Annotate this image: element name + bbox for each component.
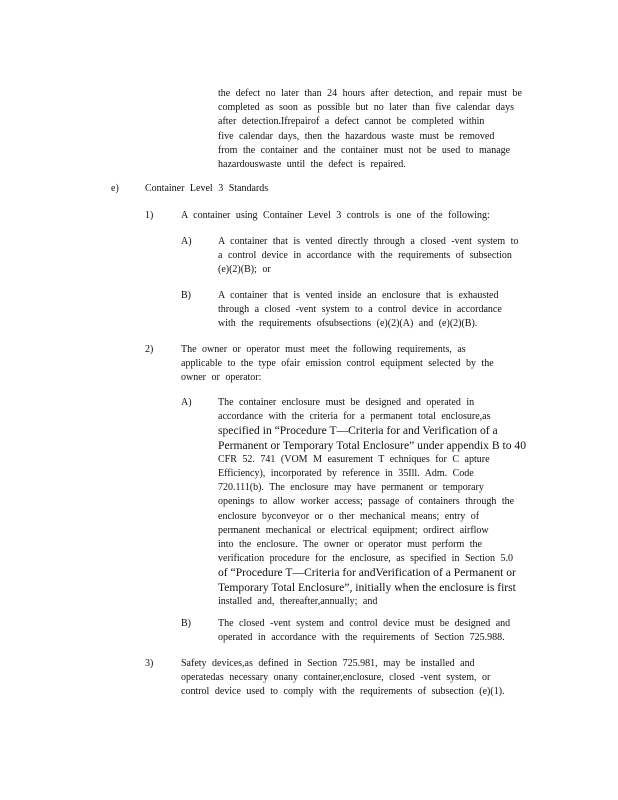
continuation-paragraph bbox=[218, 87, 543, 172]
item-2b-label: B) bbox=[181, 618, 191, 629]
item-2a-paragraph bbox=[218, 396, 548, 609]
section-e-title: Container Level 3 Standards bbox=[145, 183, 269, 194]
text-line: operated in accordance with the requirements of Section 725.988. bbox=[218, 632, 505, 644]
item-2-paragraph bbox=[181, 343, 546, 386]
item-1a-label: A) bbox=[181, 236, 192, 247]
text-line: accordance with the criteria for a permanent total enclosure,as bbox=[218, 411, 491, 423]
text-line: verification procedure for the enclosure, as specified in Section 5.0 bbox=[218, 553, 513, 565]
text-line: through a closed -vent system to a control device in accordance bbox=[218, 304, 502, 316]
text-line: permanent mechanical or electrical equipment; ordirect airflow bbox=[218, 524, 489, 536]
text-line: The container enclosure must be designed and operated in bbox=[218, 397, 475, 408]
text-line: hazardouswaste until the defect is repaired. bbox=[218, 159, 406, 171]
text-line: with the requirements ofsubsections (e)(2)(A) and (e)(2)(B). bbox=[218, 318, 478, 330]
item-2a-label: A) bbox=[181, 397, 192, 408]
item-1-label: 1) bbox=[145, 210, 154, 221]
text-line: operatedas necessary onany container,enclosure, closed -vent system, or bbox=[181, 672, 491, 684]
text-line: installed and, thereafter,annually; and bbox=[218, 595, 378, 607]
text-line: a control device in accordance with the requirements of subsection bbox=[218, 250, 512, 262]
item-3-label: 3) bbox=[145, 658, 154, 669]
item-2-label: 2) bbox=[145, 344, 154, 355]
text-line: from the container and the container must not be used to manage bbox=[218, 144, 511, 156]
text-line: A container that is vented inside an enclosure that is exhausted bbox=[218, 290, 499, 301]
text-line: Permanent or Temporary Total Enclosure” under appendix B to 40 bbox=[218, 438, 526, 452]
text-line: completed as soon as possible but no later than five calendar days bbox=[218, 102, 514, 114]
text-line: of “Procedure T—Criteria for andVerification of a Permanent or bbox=[218, 566, 516, 580]
section-e-label: e) bbox=[111, 183, 119, 194]
text-line: 720.111(b). The enclosure may have permanent or temporary bbox=[218, 482, 484, 494]
text-line: Temporary Total Enclosure”, initially when the enclosure is first bbox=[218, 580, 516, 594]
item-3-paragraph bbox=[181, 657, 546, 700]
text-line: The closed -vent system and control device must be designed and bbox=[218, 618, 511, 629]
text-line: The owner or operator must meet the following requirements, as bbox=[181, 344, 466, 355]
text-line: owner or operator: bbox=[181, 372, 262, 384]
text-line: openings to allow worker access; passage of containers through the bbox=[218, 496, 515, 508]
text-line: applicable to the type ofair emission control equipment selected by the bbox=[181, 358, 494, 370]
text-line: five calendar days, then the hazardous waste must be removed bbox=[218, 130, 495, 142]
text-line: specified in “Procedure T—Criteria for and Verification of a bbox=[218, 424, 498, 438]
text-line: control device used to comply with the requirements of subsection (e)(1). bbox=[181, 686, 505, 698]
item-1b-paragraph bbox=[218, 289, 543, 332]
text-line: the defect no later than 24 hours after detection, and repair must be bbox=[218, 88, 522, 99]
text-line: after detection.Ifrepairof a defect cannot be completed within bbox=[218, 116, 485, 128]
text-line: (e)(2)(B); or bbox=[218, 264, 271, 276]
item-1a-paragraph bbox=[218, 235, 543, 278]
text-line: A container that is vented directly through a closed -vent system to bbox=[218, 236, 519, 247]
text-line: Safety devices,as defined in Section 725.981, may be installed and bbox=[181, 658, 475, 669]
text-line: CFR 52. 741 (VOM M easurement T echniques for C apture bbox=[218, 453, 490, 465]
item-1b-label: B) bbox=[181, 290, 191, 301]
text-line: into the enclosure. The owner or operator must perform the bbox=[218, 539, 482, 551]
item-2b-paragraph bbox=[218, 617, 543, 645]
text-line: enclosure byconveyor or o ther mechanical means; entry of bbox=[218, 510, 480, 522]
text-line: Efficiency), incorporated by reference in 35Ill. Adm. Code bbox=[218, 468, 474, 480]
item-1-text: A container using Container Level 3 controls is one of the following: bbox=[181, 210, 490, 221]
